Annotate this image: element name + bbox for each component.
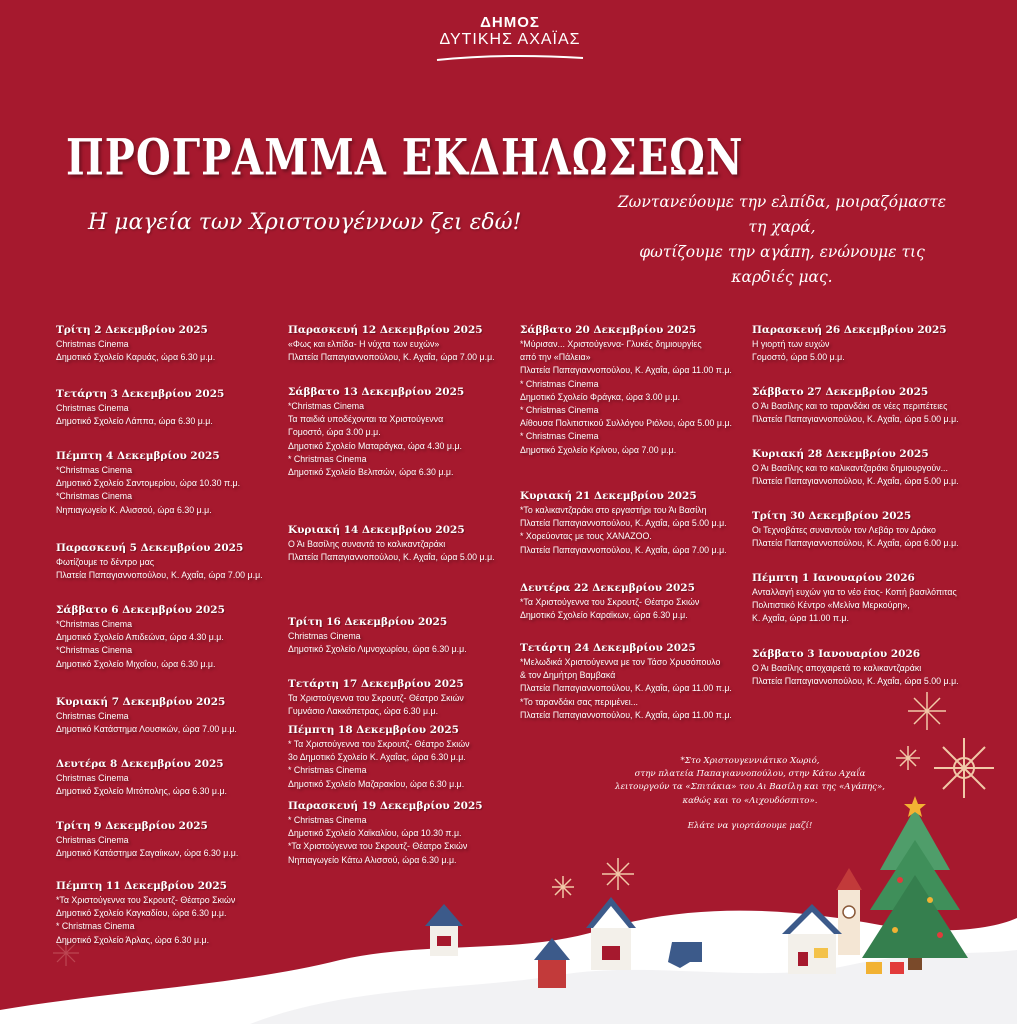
note-line: *Στο Χριστουγεννιάτικο Χωριό, <box>680 756 820 766</box>
event-entry <box>752 323 947 364</box>
event-detail: *Christmas Cinema <box>56 619 133 630</box>
event-date: Κυριακή 21 Δεκεμβρίου 2025 <box>520 490 697 502</box>
snowflake-icon <box>602 858 634 890</box>
gift-icon <box>890 962 904 974</box>
event-date: Τετάρτη 3 Δεκεμβρίου 2025 <box>56 388 225 400</box>
event-entry <box>56 323 229 364</box>
event-detail: Πλατεία Παπαγιαννοπούλου, Κ. Αχαΐα, ώρα 11.00 π.μ. <box>520 365 732 377</box>
event-entry <box>56 757 242 798</box>
event-date: Πέμπτη 1 Ιανουαρίου 2026 <box>752 572 915 584</box>
page-subtitle: Η μαγεία των Χριστουγέννων ζει εδώ! <box>88 210 522 235</box>
event-detail: * Τα Χριστούγεννα του Σκρουτζ- Θέατρο Σκιών <box>288 739 470 750</box>
event-detail: Νηπιαγωγείο Κ. Αλισσού, ώρα 6.30 μ.μ. <box>56 504 212 516</box>
event-detail: Αίθουσα Πολιτιστικού Συλλόγου Ριόλου, ώρα 5.00 μ.μ. <box>520 418 732 430</box>
event-detail: Δημοτικό Σχολείο Βελιτσών, ώρα 6.30 μ.μ. <box>288 467 454 479</box>
clock-tower-icon <box>836 868 862 955</box>
event-detail: Τα παιδιά υποδέχονται τα Χριστούγεννα <box>288 414 444 426</box>
event-detail: Δημοτικό Σχολείο Κρίνου, ώρα 7.00 μ.μ. <box>520 444 677 456</box>
page-title: ΠΡΟΓΡΑΜΜΑ ΕΚΔΗΛΩΣΕΩΝ <box>66 128 744 187</box>
event-date: Σάββατο 20 Δεκεμβρίου 2025 <box>520 324 697 336</box>
event-detail: Δημοτικό Σχολείο Μιτόπολης, ώρα 6.30 μ.μ. <box>56 786 228 798</box>
logo-swoosh-icon <box>435 54 585 62</box>
note-line: στην πλατεία Παπαγιαννοπούλου, στην Κάτω Αχαΐα <box>634 769 866 780</box>
event-entry <box>56 819 254 860</box>
event-detail: Πλατεία Παπαγιαννοπούλου, Κ. Αχαΐα, ώρα 11.00 π.μ. <box>520 683 732 695</box>
event-detail: Δημοτικό Σχολείο Καρυάς, ώρα 6.30 μ.μ. <box>56 352 216 364</box>
event-entry <box>56 449 256 517</box>
event-detail: *Τα Χριστούγεννα του Σκρουτζ- Θέατρο Σκιών <box>288 841 468 853</box>
event-date: Τρίτη 30 Δεκεμβρίου 2025 <box>752 510 912 522</box>
event-detail: *Το καλικαντζαράκι στο εργαστήρι του Άι Βασίλη <box>520 505 707 516</box>
event-detail: 3ο Δημοτικό Σχολείο Κ. Αχαΐας, ώρα 6.30 μ.μ. <box>288 752 466 764</box>
event-detail: Christmas Cinema <box>56 339 129 350</box>
event-detail: Οι Τεχνοβάτες συναντούν τον Λεβάρ τον Δράκο <box>752 525 936 536</box>
event-detail: Christmas Cinema <box>56 403 129 414</box>
event-detail: Δημοτικό Σχολείο Σαντομερίου, ώρα 10.30 π.μ. <box>56 478 241 490</box>
event-detail: *Το ταρανδάκι σας περιμένει... <box>520 696 639 708</box>
event-detail: Νηπιαγωγείο Κάτω Αλισσού, ώρα 6.30 μ.μ. <box>288 854 457 866</box>
event-entry <box>752 647 977 688</box>
event-entry <box>520 581 715 622</box>
snowflake-icon <box>908 692 946 730</box>
event-date: Τρίτη 2 Δεκεμβρίου 2025 <box>56 324 208 336</box>
event-date: Πέμπτη 4 Δεκεμβρίου 2025 <box>56 450 220 462</box>
snowflake-icon <box>934 738 994 798</box>
event-detail: Πλατεία Παπαγιαννοπούλου, Κ. Αχαΐα, ώρα 5.00 μ.μ. <box>752 476 959 488</box>
event-date: Παρασκευή 19 Δεκεμβρίου 2025 <box>288 800 483 812</box>
note-lines <box>600 755 900 808</box>
event-detail: *Μελωδικά Χριστούγεννα με τον Τάσο Χρυσόπουλο <box>520 657 721 668</box>
event-detail: Δημοτικό Σχολείο Φράγκα, ώρα 3.00 μ.μ. <box>520 391 681 403</box>
event-detail: Δημοτικό Σχολείο Καραϊκων, ώρα 6.30 μ.μ. <box>520 610 688 622</box>
event-date: Τετάρτη 24 Δεκεμβρίου 2025 <box>520 642 696 654</box>
snowflake-icon <box>552 876 574 898</box>
event-entry <box>56 879 251 947</box>
event-detail: Πλατεία Παπαγιαννοπούλου, Κ. Αχαΐα, ώρα 7.00 μ.μ. <box>520 544 727 556</box>
event-detail: Η γιορτή των ευχών <box>752 339 830 350</box>
event-date: Πέμπτη 11 Δεκεμβρίου 2025 <box>56 880 227 892</box>
event-entry <box>56 603 238 671</box>
event-detail: Πλατεία Παπαγιαννοπούλου, Κ. Αχαΐα, ώρα 5.00 μ.μ. <box>752 414 959 426</box>
event-entry <box>752 571 975 626</box>
event-date: Σάββατο 27 Δεκεμβρίου 2025 <box>752 386 929 398</box>
event-date: Παρασκευή 26 Δεκεμβρίου 2025 <box>752 324 947 336</box>
event-detail: Πλατεία Παπαγιαννοπούλου, Κ. Αχαΐα, ώρα 5.00 μ.μ. <box>520 518 727 530</box>
event-detail: Δημοτικό Σχολείο Καγκαδίου, ώρα 6.30 μ.μ. <box>56 908 227 920</box>
event-entry <box>752 509 977 550</box>
event-detail: Φωτίζουμε το δέντρο μας <box>56 557 155 568</box>
event-detail: Δημοτικό Κατάστημα Σαγαίικων, ώρα 6.30 μ.μ. <box>56 848 239 860</box>
event-entry <box>288 615 482 656</box>
event-detail: *Christmas Cinema <box>56 491 133 503</box>
event-date: Κυριακή 7 Δεκεμβρίου 2025 <box>56 696 226 708</box>
tagline <box>612 190 952 290</box>
event-detail: Γομοστό, ώρα 3.00 μ.μ. <box>288 427 381 439</box>
event-entry <box>520 489 745 557</box>
event-detail: *Christmas Cinema <box>56 465 133 476</box>
tagline-line: φωτίζουμε την αγάπη, ενώνουμε τις καρδιές μας. <box>639 243 925 286</box>
event-detail: * Christmas Cinema <box>288 815 367 826</box>
event-date: Τετάρτη 17 Δεκεμβρίου 2025 <box>288 678 464 690</box>
event-entry <box>56 695 253 736</box>
event-detail: Christmas Cinema <box>288 631 361 642</box>
event-detail: & τον Δημήτρη Βαμβακά <box>520 670 616 682</box>
event-entry <box>520 323 750 457</box>
event-date: Σάββατο 13 Δεκεμβρίου 2025 <box>288 386 465 398</box>
note-line: καθώς και το «Λιχουδόσπιτο». <box>682 795 818 806</box>
event-date: Τρίτη 16 Δεκεμβρίου 2025 <box>288 616 448 628</box>
municipality-logo <box>430 14 590 67</box>
logo-line-2: ΔΥΤΙΚΗΣ ΑΧΑΪΑΣ <box>439 31 581 48</box>
event-entry <box>752 385 977 426</box>
event-detail: Δημοτικό Σχολείο Μαζαρακίου, ώρα 6.30 μ.μ. <box>288 778 465 790</box>
event-date: Δευτέρα 8 Δεκεμβρίου 2025 <box>56 758 224 770</box>
event-detail: *Christmas Cinema <box>288 401 365 412</box>
logo-line-1: ΔΗΜΟΣ <box>480 14 540 31</box>
event-detail: * Christmas Cinema <box>288 453 367 465</box>
house-icon <box>586 897 636 970</box>
event-detail: Christmas Cinema <box>56 835 129 846</box>
event-detail: * Christmas Cinema <box>56 921 135 933</box>
event-detail: Δημοτικό Σχολείο Χαϊκαλίου, ώρα 10.30 π.μ. <box>288 828 462 840</box>
event-entry <box>752 447 977 488</box>
event-detail: Christmas Cinema <box>56 773 129 784</box>
event-detail: Ο Άι Βασίλης αποχαιρετά το καλικαντζαράκι <box>752 663 922 674</box>
event-entry <box>56 541 281 582</box>
event-entry <box>520 641 750 722</box>
event-detail: Κ. Αχαΐα, ώρα 11.00 π.μ. <box>752 613 849 625</box>
note-closing: Ελάτε να γιορτάσουμε μαζί! <box>687 820 813 831</box>
event-detail: Δημοτικό Σχολείο Άρλας, ώρα 6.30 μ.μ. <box>56 934 210 946</box>
event-entry <box>288 677 479 718</box>
event-date: Κυριακή 14 Δεκεμβρίου 2025 <box>288 524 465 536</box>
event-entry <box>56 387 226 428</box>
event-detail: Δημοτικό Σχολείο Ματαράγκα, ώρα 4.30 μ.μ. <box>288 440 462 452</box>
event-date: Δευτέρα 22 Δεκεμβρίου 2025 <box>520 582 695 594</box>
event-entry <box>288 723 485 791</box>
event-entry <box>288 799 483 867</box>
event-date: Κυριακή 28 Δεκεμβρίου 2025 <box>752 448 929 460</box>
event-entry <box>288 385 477 479</box>
event-date: Παρασκευή 5 Δεκεμβρίου 2025 <box>56 542 244 554</box>
event-detail: Ο Άι Βασίλης και το ταρανδάκι σε νέες περιπέτειες <box>752 401 948 412</box>
event-detail: *Τα Χριστούγεννα του Σκρουτζ- Θέατρο Σκιών <box>56 895 236 906</box>
house-icon <box>425 904 463 956</box>
event-detail: Δημοτικό Σχολείο Απιδεώνα, ώρα 4.30 μ.μ. <box>56 632 224 644</box>
event-detail: Γυμνάσιο Λακκόπετρας, ώρα 6.30 μ.μ. <box>288 706 439 718</box>
event-detail: * Christmas Cinema <box>288 765 367 777</box>
event-detail: Ανταλλαγή ευχών για το νέο έτος- Κοπή βασιλόπιτας <box>752 587 957 598</box>
event-detail: * Christmas Cinema <box>520 405 599 417</box>
event-detail: Πλατεία Παπαγιαννοπούλου, Κ. Αχαΐα, ώρα 7.00 μ.μ. <box>56 570 263 582</box>
event-detail: Christmas Cinema <box>56 711 129 722</box>
note-line: λειτουργούν τα «Σπιτάκια» του Αι Βασίλη και της «Αγάπης», <box>615 782 885 793</box>
event-detail: Ο Άι Βασίλης και το καλικαντζαράκι δημιουργούν... <box>752 463 948 474</box>
event-detail: *Christmas Cinema <box>56 645 133 657</box>
village-note <box>600 755 900 833</box>
tagline-line: Ζωντανεύουμε την ελπίδα, μοιραζόμαστε τη χαρά, <box>617 193 947 236</box>
event-detail: Πλατεία Παπαγιαννοπούλου, Κ. Αχαΐα, ώρα 7.00 μ.μ. <box>288 352 495 364</box>
event-entry <box>288 323 513 364</box>
event-date: Πέμπτη 18 Δεκεμβρίου 2025 <box>288 724 459 736</box>
event-detail: Πλατεία Παπαγιαννοπούλου, Κ. Αχαΐα, ώρα 11.00 π.μ. <box>520 709 732 721</box>
event-detail: Δημοτικό Κατάστημα Λουσικών, ώρα 7.00 μ.μ. <box>56 724 237 736</box>
event-date: Παρασκευή 12 Δεκεμβρίου 2025 <box>288 324 483 336</box>
event-detail: Δημοτικό Σχολείο Λιμνοχωρίου, ώρα 6.30 μ.μ. <box>288 644 467 656</box>
event-detail: Ο Άι Βασίλης συναντά το καλικαντζαράκι <box>288 539 446 550</box>
event-detail: * Christmas Cinema <box>520 431 599 443</box>
event-detail: «Φως και ελπίδα- Η νύχτα των ευχών» <box>288 339 440 350</box>
event-detail: * Χορεύοντας με τους ΧΑΝΑΖΟΟ. <box>520 531 652 543</box>
event-detail: Τα Χριστούγεννα του Σκρουτζ- Θέατρο Σκιών <box>288 693 464 704</box>
event-detail: *Τα Χριστούγεννα του Σκρουτζ- Θέατρο Σκιών <box>520 597 700 608</box>
event-detail: Πολιτιστικό Κέντρο «Μελίνα Μερκούρη», <box>752 600 910 612</box>
event-detail: Πλατεία Παπαγιαννοπούλου, Κ. Αχαΐα, ώρα 5.00 μ.μ. <box>752 676 959 688</box>
event-date: Σάββατο 6 Δεκεμβρίου 2025 <box>56 604 225 616</box>
event-date: Τρίτη 9 Δεκεμβρίου 2025 <box>56 820 208 832</box>
event-detail: Γομοστό, ώρα 5.00 μ.μ. <box>752 352 845 364</box>
event-detail: Πλατεία Παπαγιαννοπούλου, Κ. Αχαΐα, ώρα 5.00 μ.μ. <box>288 552 495 564</box>
event-detail: Δημοτικό Σχολείο Μιχοΐου, ώρα 6.30 μ.μ. <box>56 658 216 670</box>
event-detail: Πλατεία Παπαγιαννοπούλου, Κ. Αχαΐα, ώρα 6.00 μ.μ. <box>752 538 959 550</box>
event-detail: *Μύρισαν... Χριστούγεννα- Γλυκές δημιουργίες <box>520 339 702 350</box>
event-detail: * Christmas Cinema <box>520 378 599 390</box>
gift-icon <box>866 962 882 974</box>
event-date: Σάββατο 3 Ιανουαρίου 2026 <box>752 648 921 660</box>
event-detail: από την «Πάλεια» <box>520 352 591 364</box>
event-detail: Δημοτικό Σχολείο Λάππα, ώρα 6.30 μ.μ. <box>56 416 213 428</box>
event-entry <box>288 523 513 564</box>
